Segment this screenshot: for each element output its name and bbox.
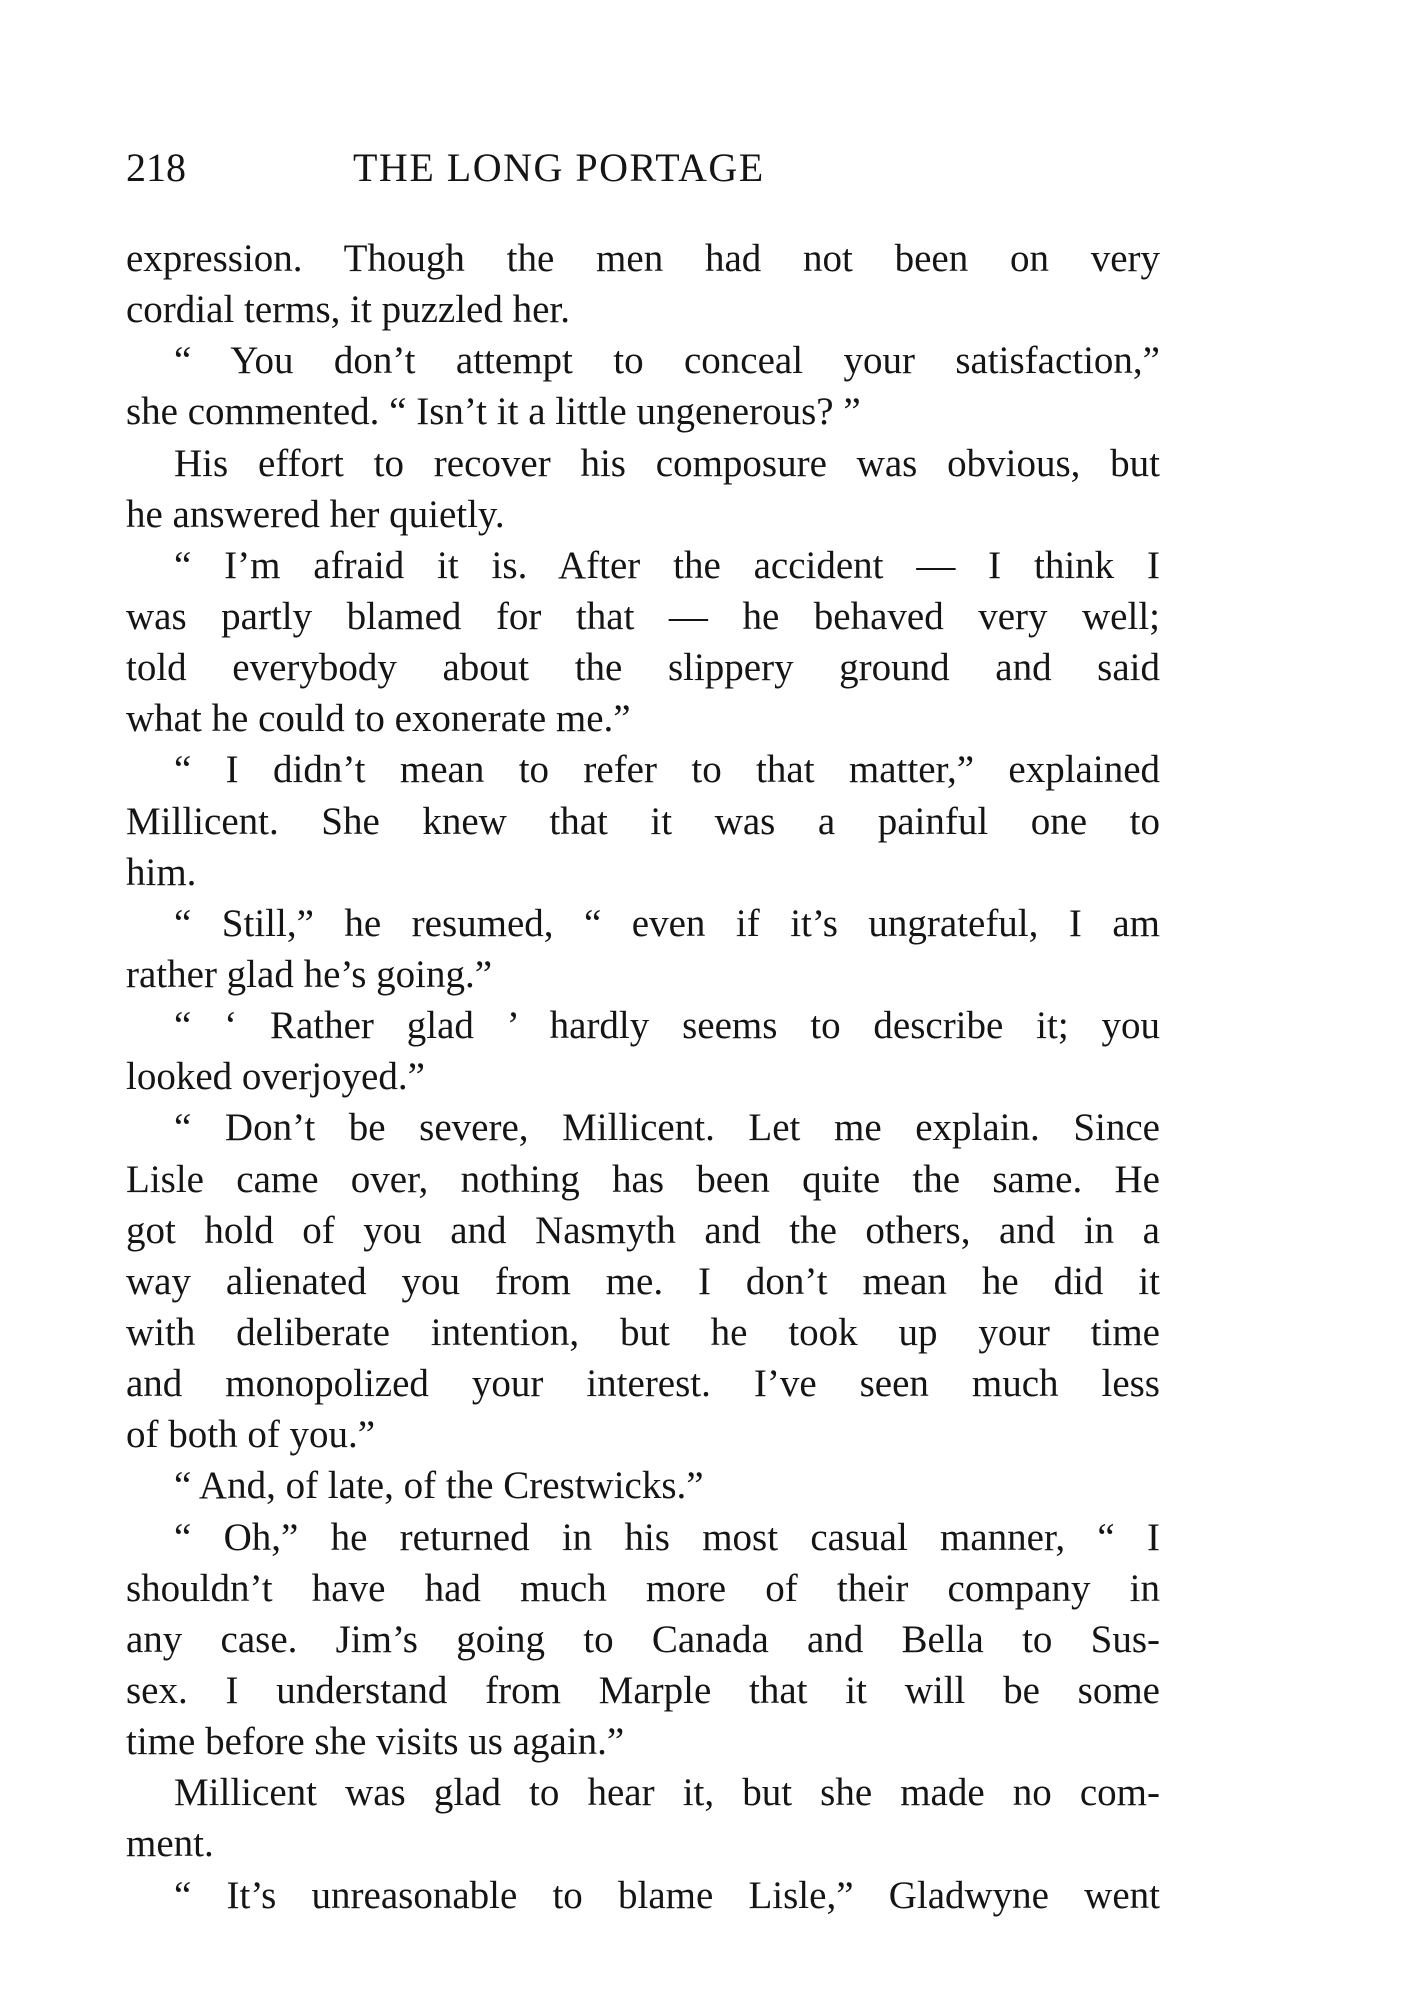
text-line: Millicent. She knew that it was a painful one to	[126, 799, 1160, 843]
text-line: His effort to recover his composure was obvious, but	[174, 441, 1160, 485]
text-line: “ Oh,” he returned in his most casual manner, “ I	[174, 1515, 1160, 1559]
running-head: THE LONG PORTAGE	[353, 145, 765, 190]
text-line: of both of you.”	[126, 1413, 376, 1457]
text-line: “ And, of late, of the Crestwicks.”	[174, 1464, 704, 1508]
text-line: rather glad he’s going.”	[126, 952, 493, 996]
text-line: way alienated you from me. I don’t mean he did it	[126, 1259, 1160, 1303]
text-line: she commented. “ Isn’t it a little ungenerous? ”	[126, 390, 861, 434]
text-line: got hold of you and Nasmyth and the others, and in a	[126, 1208, 1160, 1252]
text-line: expression. Though the men had not been on very	[126, 237, 1160, 280]
text-line: sex. I understand from Marple that it will be some	[126, 1668, 1160, 1712]
body-text	[126, 233, 1160, 1921]
text-line: he answered her quietly.	[126, 492, 505, 536]
text-line: cordial terms, it puzzled her.	[126, 288, 571, 332]
page-number: 218	[126, 145, 186, 190]
text-line: “ It’s unreasonable to blame Lisle,” Gladwyne went	[174, 1873, 1160, 1917]
text-line: with deliberate intention, but he took up your time	[126, 1310, 1160, 1354]
text-line: “ You don’t attempt to conceal your satisfaction,”	[174, 339, 1160, 383]
text-line: “ I didn’t mean to refer to that matter,” explained	[174, 748, 1160, 792]
text-line: Lisle came over, nothing has been quite the same. He	[126, 1157, 1160, 1201]
text-line: and monopolized your interest. I’ve seen much less	[126, 1362, 1160, 1406]
text-line: “ I’m afraid it is. After the accident — I think I	[174, 543, 1160, 587]
text-line: told everybody about the slippery ground and said	[126, 646, 1160, 690]
text-line: any case. Jim’s going to Canada and Bella to Sus-	[126, 1617, 1160, 1661]
text-line: him.	[126, 850, 197, 894]
text-line: time before she visits us again.”	[126, 1720, 625, 1764]
text-line: shouldn’t have had much more of their company in	[126, 1566, 1160, 1610]
text-line: was partly blamed for that — he behaved very well;	[126, 594, 1160, 638]
text-line: “ Still,” he resumed, “ even if it’s ungrateful, I am	[174, 901, 1160, 945]
text-line: “ ‘ Rather glad ’ hardly seems to describe it; you	[174, 1004, 1160, 1048]
text-line: looked overjoyed.”	[126, 1055, 425, 1099]
text-line: Millicent was glad to hear it, but she made no com-	[174, 1771, 1160, 1815]
text-line: what he could to exonerate me.”	[126, 697, 631, 741]
page-header	[126, 142, 1160, 194]
text-line: “ Don’t be severe, Millicent. Let me explain. Since	[174, 1106, 1160, 1150]
text-line: ment.	[126, 1822, 214, 1866]
